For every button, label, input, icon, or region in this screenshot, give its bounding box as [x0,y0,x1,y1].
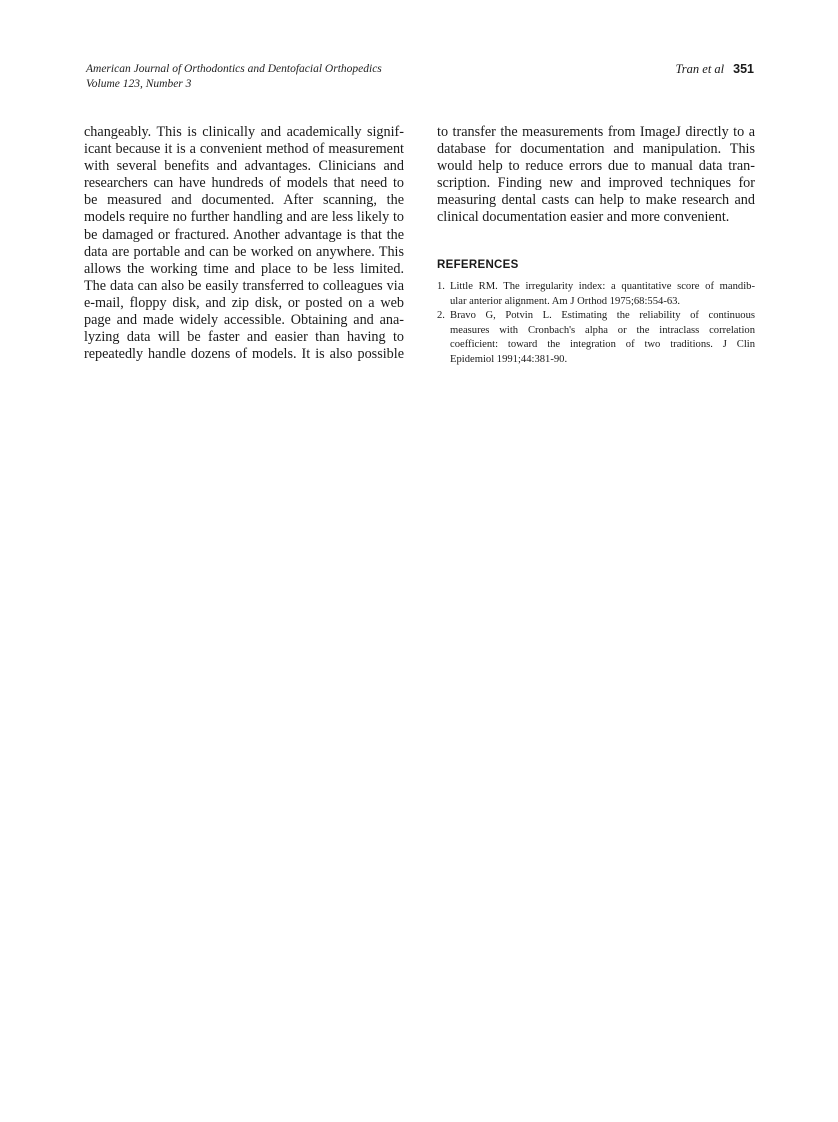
page-header [86,62,754,94]
body-line: scription. Finding new and improved techniques for [437,175,755,192]
journal-title: American Journal of Orthodontics and Dentofacial Orthopedics [86,63,382,75]
body-line: clinical documentation easier and more convenient. [437,209,730,226]
reference-item [437,309,755,367]
body-line: data are portable and can be worked on anywhere. This [84,243,404,260]
body-line: e-mail, floppy disk, and zip disk, or posted on a web [84,294,404,311]
body-line: allows the working time and place to be less limited. [84,260,404,277]
body-line: changeably. This is clinically and academically signif- [84,124,404,140]
running-head-authors: Tran et al [675,62,725,76]
reference-line: ular anterior alignment. Am J Orthod 1975;68:554-63. [450,295,681,307]
reference-number: 1. [437,281,445,292]
body-line: researchers can have hundreds of models that need to [84,175,404,192]
reference-line: measures with Cronbach's alpha or the intraclass correlation [450,324,755,336]
running-head [676,62,754,77]
reference-item [437,280,755,309]
journal-volume: Volume 123, Number 3 [86,78,192,90]
body-line: The data can also be easily transferred to colleagues via [84,277,404,294]
references-heading: REFERENCES [437,259,519,271]
reference-line: Little RM. The irregularity index: a quantitative score of mandib- [450,281,755,292]
reference-number: 2. [437,310,445,322]
body-line: database for documentation and manipulation. This [437,141,755,158]
body-line: repeatedly handle dozens of models. It is also possible [84,346,404,363]
body-line: be measured and documented. After scanning, the [84,192,404,209]
body-line: measuring dental casts can help to make research and [437,192,755,209]
references-list [437,280,755,368]
left-column-body [84,124,404,363]
body-line: models require no further handling and are less likely to [84,209,404,226]
body-line: would help to reduce errors due to manual data tran- [437,158,755,175]
body-line: with several benefits and advantages. Clinicians and [84,158,404,175]
body-line: page and made widely accessible. Obtaining and ana- [84,312,404,329]
body-line: icant because it is a convenient method of measurement [84,141,404,158]
body-line: lyzing data will be faster and easier than having to [84,329,404,346]
page-number: 351 [733,62,754,76]
body-line: be damaged or fractured. Another advantage is that the [84,226,404,243]
reference-line: Epidemiol 1991;44:381-90. [450,353,568,365]
body-line: to transfer the measurements from ImageJ directly to a [437,124,755,140]
right-column-body [437,124,755,227]
journal-info [86,62,382,92]
reference-line: coefficient: toward the integration of two traditions. J Clin [450,339,755,351]
reference-line: Bravo G, Potvin L. Estimating the reliability of continuous [450,310,755,322]
